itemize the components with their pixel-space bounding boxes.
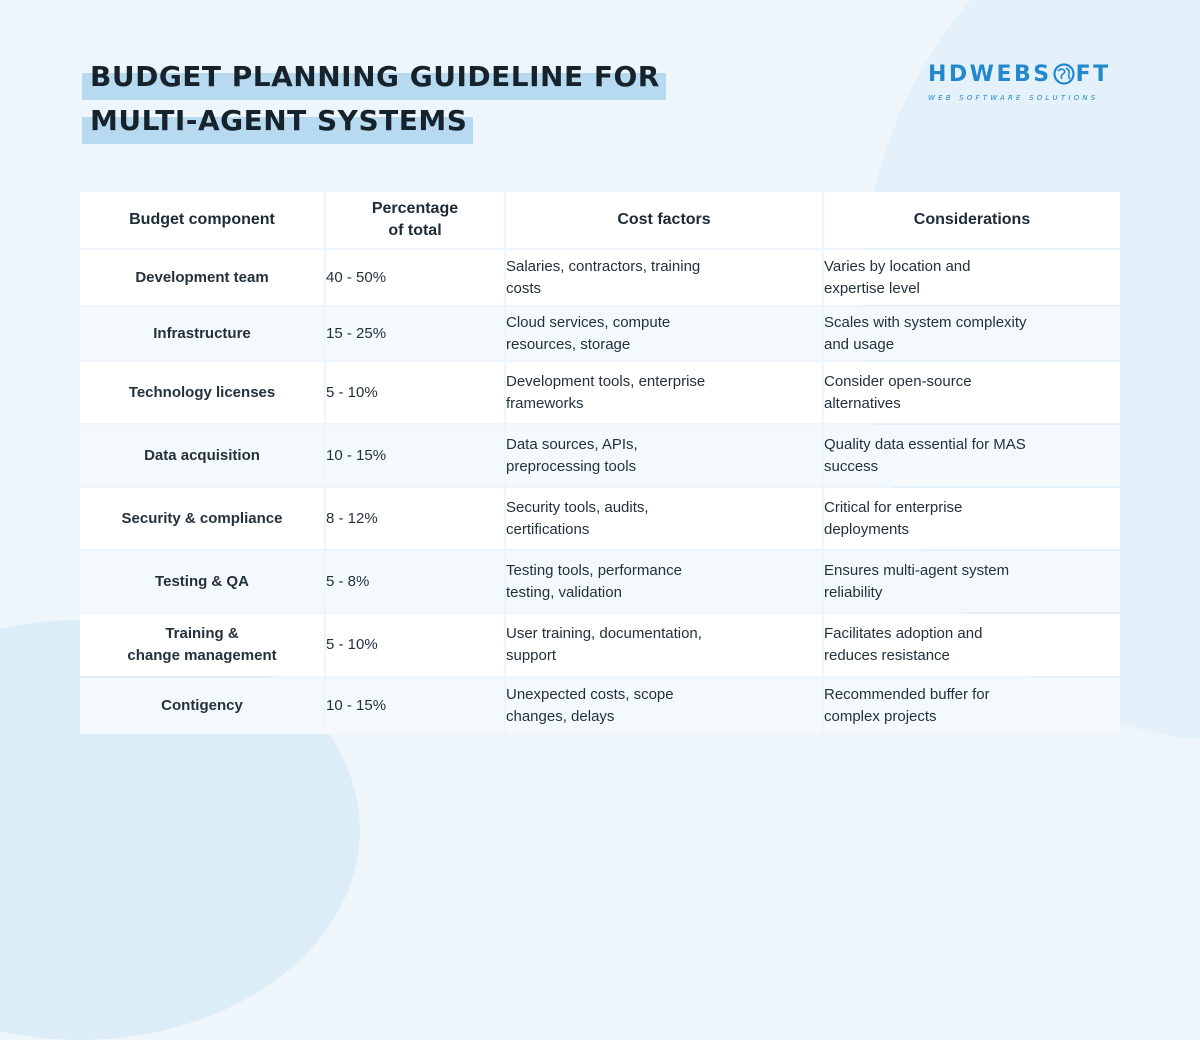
cons-line2: and usage [824, 335, 895, 353]
cell-component [80, 250, 326, 305]
table-row [80, 362, 1120, 423]
cost-line2: changes, delays [506, 708, 615, 725]
cons-line1: Varies by location and [824, 257, 971, 275]
cell-considerations [824, 425, 1120, 486]
table-row [80, 425, 1120, 486]
cell-cost-factors [506, 250, 824, 305]
header-percentage [326, 192, 506, 248]
component-line1: Security & compliance [121, 509, 283, 527]
logo-wordmark [928, 62, 1128, 92]
cell-percentage: 5 - 10% [326, 362, 506, 423]
header-cost-factors-text: Cost factors [617, 211, 711, 228]
table-row [80, 307, 1120, 360]
cell-percentage: 40 - 50% [326, 250, 506, 305]
cell-cost-factors [506, 425, 824, 486]
table-row [80, 614, 1120, 676]
cost-line2: testing, validation [506, 583, 622, 601]
cost-line1: Salaries, contractors, training [506, 257, 701, 275]
cons-line1: Consider open-source [824, 372, 972, 390]
cons-line2: deployments [824, 520, 910, 538]
cons-line1: Facilitates adoption and [824, 625, 983, 642]
component-line1: Training & [165, 625, 239, 642]
cons-line2: success [824, 457, 879, 475]
header-percentage-line2: of total [388, 222, 442, 239]
cell-component [80, 551, 326, 612]
logo-text-part2: FT [1075, 62, 1111, 87]
cell-percentage: 15 - 25% [326, 307, 506, 360]
cell-cost-factors [506, 614, 824, 676]
title-line-1-text: BUDGET PLANNING GUIDELINE FOR [90, 60, 660, 93]
table-row [80, 488, 1120, 549]
component-line1: Technology licenses [128, 383, 276, 401]
cell-considerations [824, 678, 1120, 734]
cell-component [80, 488, 326, 549]
component-line1: Testing & QA [155, 572, 249, 590]
cost-line1: Development tools, enterprise [506, 372, 706, 390]
table-row [80, 551, 1120, 612]
page-title [82, 58, 660, 146]
brand-logo [928, 62, 1128, 102]
cell-considerations [824, 551, 1120, 612]
cost-line1: Unexpected costs, scope [506, 686, 674, 703]
header-budget-component-text: Budget component [129, 211, 275, 228]
cell-component [80, 362, 326, 423]
cost-line2: certifications [506, 520, 590, 538]
cell-percentage: 5 - 8% [326, 551, 506, 612]
cost-line1: Cloud services, compute [506, 313, 671, 331]
cost-line2: costs [506, 279, 542, 297]
cons-line2: reliability [824, 583, 883, 601]
logo-text-part1: HDWEBS [928, 62, 1052, 87]
header-percentage-line1: Percentage [371, 200, 459, 217]
cell-component [80, 614, 326, 676]
component-line1: Development team [135, 268, 269, 286]
cell-considerations [824, 250, 1120, 305]
cell-cost-factors [506, 488, 824, 549]
cell-component [80, 307, 326, 360]
cell-percentage: 8 - 12% [326, 488, 506, 549]
cell-percentage: 10 - 15% [326, 678, 506, 734]
cell-considerations [824, 614, 1120, 676]
header-cost-factors [506, 192, 824, 248]
cell-considerations [824, 488, 1120, 549]
table-row [80, 250, 1120, 305]
cost-line2: preprocessing tools [506, 457, 637, 475]
cons-line2: complex projects [824, 708, 937, 725]
header-considerations [824, 192, 1120, 248]
cost-line2: frameworks [506, 394, 584, 412]
cell-considerations [824, 362, 1120, 423]
cost-line1: Data sources, APIs, [506, 435, 638, 453]
cons-line2: alternatives [824, 394, 901, 412]
cell-cost-factors [506, 362, 824, 423]
cell-cost-factors [506, 551, 824, 612]
cons-line2: expertise level [824, 279, 920, 297]
cell-cost-factors [506, 678, 824, 734]
title-line-2-text: MULTI-AGENT SYSTEMS [90, 104, 468, 137]
cell-component [80, 425, 326, 486]
cost-line2: support [506, 647, 557, 664]
cell-percentage: 10 - 15% [326, 425, 506, 486]
cell-considerations [824, 307, 1120, 360]
cell-percentage: 5 - 10% [326, 614, 506, 676]
cell-cost-factors [506, 307, 824, 360]
component-line1: Infrastructure [153, 324, 251, 342]
table-row [80, 678, 1120, 734]
header-considerations-text: Considerations [913, 211, 1031, 228]
title-line-1 [82, 58, 660, 96]
component-line1: Data acquisition [144, 446, 260, 464]
logo-tagline: WEB SOFTWARE SOLUTIONS [928, 94, 1099, 102]
component-line2: change management [127, 647, 277, 664]
cons-line1: Quality data essential for MAS [824, 435, 1026, 453]
component-line1: Contigency [161, 697, 243, 714]
cell-component [80, 678, 326, 734]
globe-icon [1053, 63, 1075, 92]
header-budget-component [80, 192, 326, 248]
cons-line1: Scales with system complexity [824, 313, 1027, 331]
cost-line1: Testing tools, performance [506, 561, 682, 579]
cost-line1: User training, documentation, [506, 625, 702, 642]
budget-table [80, 190, 1120, 736]
cost-line1: Security tools, audits, [506, 498, 649, 516]
table-header-row [80, 192, 1120, 248]
cons-line1: Recommended buffer for [824, 686, 990, 703]
cons-line1: Critical for enterprise [824, 498, 963, 516]
cons-line1: Ensures multi-agent system [824, 561, 1010, 579]
cost-line2: resources, storage [506, 335, 631, 353]
title-line-2 [82, 102, 467, 140]
cons-line2: reduces resistance [824, 647, 950, 664]
